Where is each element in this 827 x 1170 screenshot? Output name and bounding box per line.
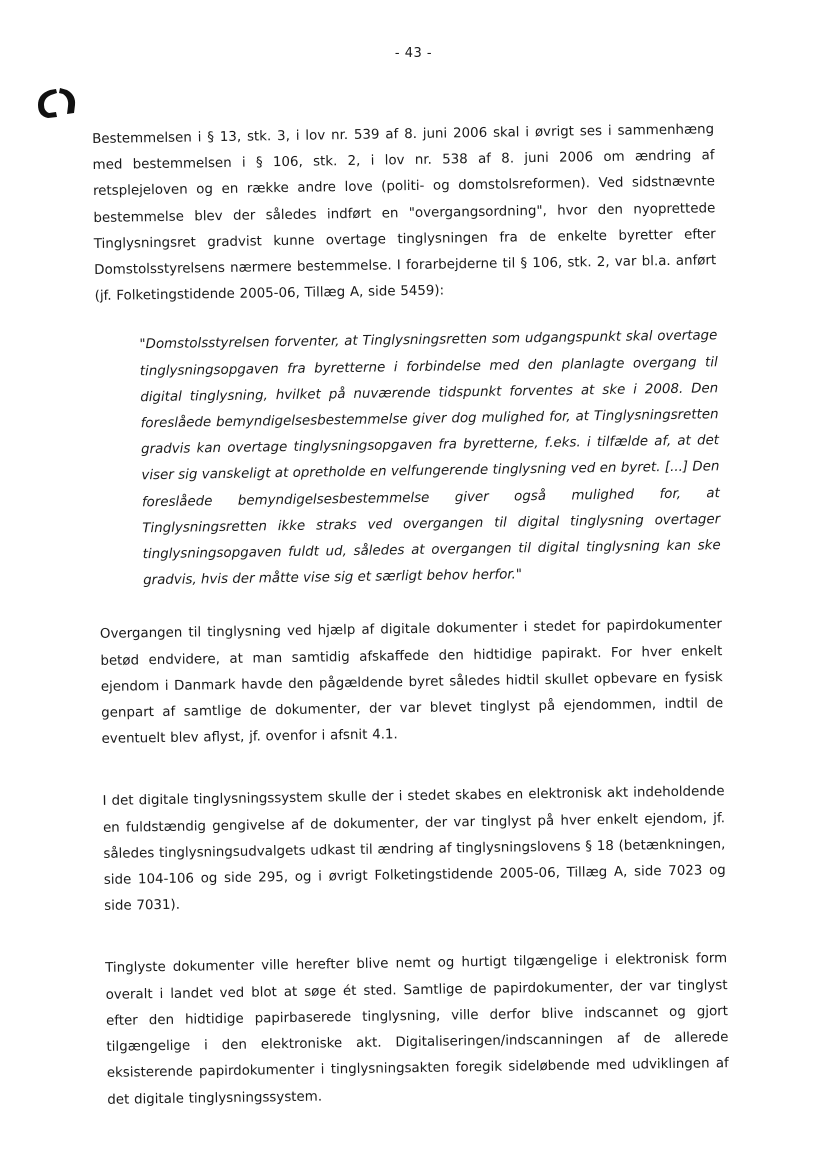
paragraph-electronic-records: I det digitale tinglysningssystem skulle der i stedet skabes en elektronisk akt indeholdende en fuldstændig gengivelse af de dokumenter, der var tinglyst på hver enkelt ejendom, jf. således tinglysningsudvalgets udkast til ændring af tinglysningslovens § 18 (betænkningen, side 104-106 og side 295, og i øvrigt Folketingstidende 2005-06, Tillæg A, side 7023 og side 7031). [102,784,726,915]
paragraph-statute-context: Bestemmelsen i § 13, stk. 3, i lov nr. 539 af 8. juni 2006 skal i øvrigt ses i sammenhæng med bestemmelsen i § 106, stk. 2, i lov nr. 538 af 8. juni 2006 om ændring af retsplejeloven og en række andre love (politi- og domstolsreformen). Ved sidstnævnte bestemmelse blev der således indført en "overgangsordning", hvor den nyoprettede Tinglysningsret gradvist kunne overtage tinglysningen fra de enkelte byretter efter Domstolsstyrelsens nærmere bestemmelse. I forarbejderne til § 106, stk. 2, var bl.a. anført (jf. Folketingstidende 2005-06, Tillæg A, side 5459): [92,122,717,305]
page-body [92,117,729,1113]
page-number: - 43 - [394,46,433,61]
publisher-logo-icon [36,86,78,120]
paragraph-scanning: Tinglyste dokumenter ville herefter blive nemt og hurtigt tilgængelige i elektronisk form overalt i landet ved blot at søge ét sted. Samtlige de papirdokumenter, der var tinglyst efter den hidtidige papirbaserede tinglysning, ville derfor blive indscannet og gjort tilgængelige i den elektroniske akt. Digitaliseringen/indscanningen af de allerede eksisterende papirdokumenter i tinglysningsakten foregik sideløbende med udviklingen af det digitale tinglysningssystem. [105,951,729,1108]
paragraph-paper-records: Overgangen til tinglysning ved hjælp af digitale dokumenter i stedet for papirdokumenter betød endvidere, at man samtidig afskaffede den hidtidige papirakt. For hver enkelt ejendom i Danmark havde den pågældende byret således hidtil skullet opbevare en fysisk genpart af samtlige de dokumenter, der var blevet tinglyst på ejendommen, indtil de eventuelt blev aflyst, jf. ovenfor i afsnit 4.1. [99,617,724,748]
block-quote: "Domstolsstyrelsen forventer, at Tinglysningsretten som udgangspunkt skal overtage tinglysningsopgaven fra byretterne i forbindelse med den planlagte overgang til digital tinglysning, hvilket på nuværende tidspunkt forventes at ske i 2008. Den foreslåede bemyndigelsesbestemmelse giver dog mulighed for, at Tinglysningsretten gradvis kan overtage tinglysningsopgaven fra byretterne, f.eks. i tilfælde af, at det viser sig vanskeligt at opretholde en velfungerende tinglysning ved en byret. [...] Den foreslåede bemyndigelsesbestemmelse giver også mulighed for, at Tinglysningsretten ikke straks ved overgangen til digital tinglysning overtager tinglysningsopgaven fuldt ud, således at overgangen til digital tinglysning kan ske gradvis, hvis der måtte vise sig et særligt behov herfor." [139,328,721,589]
